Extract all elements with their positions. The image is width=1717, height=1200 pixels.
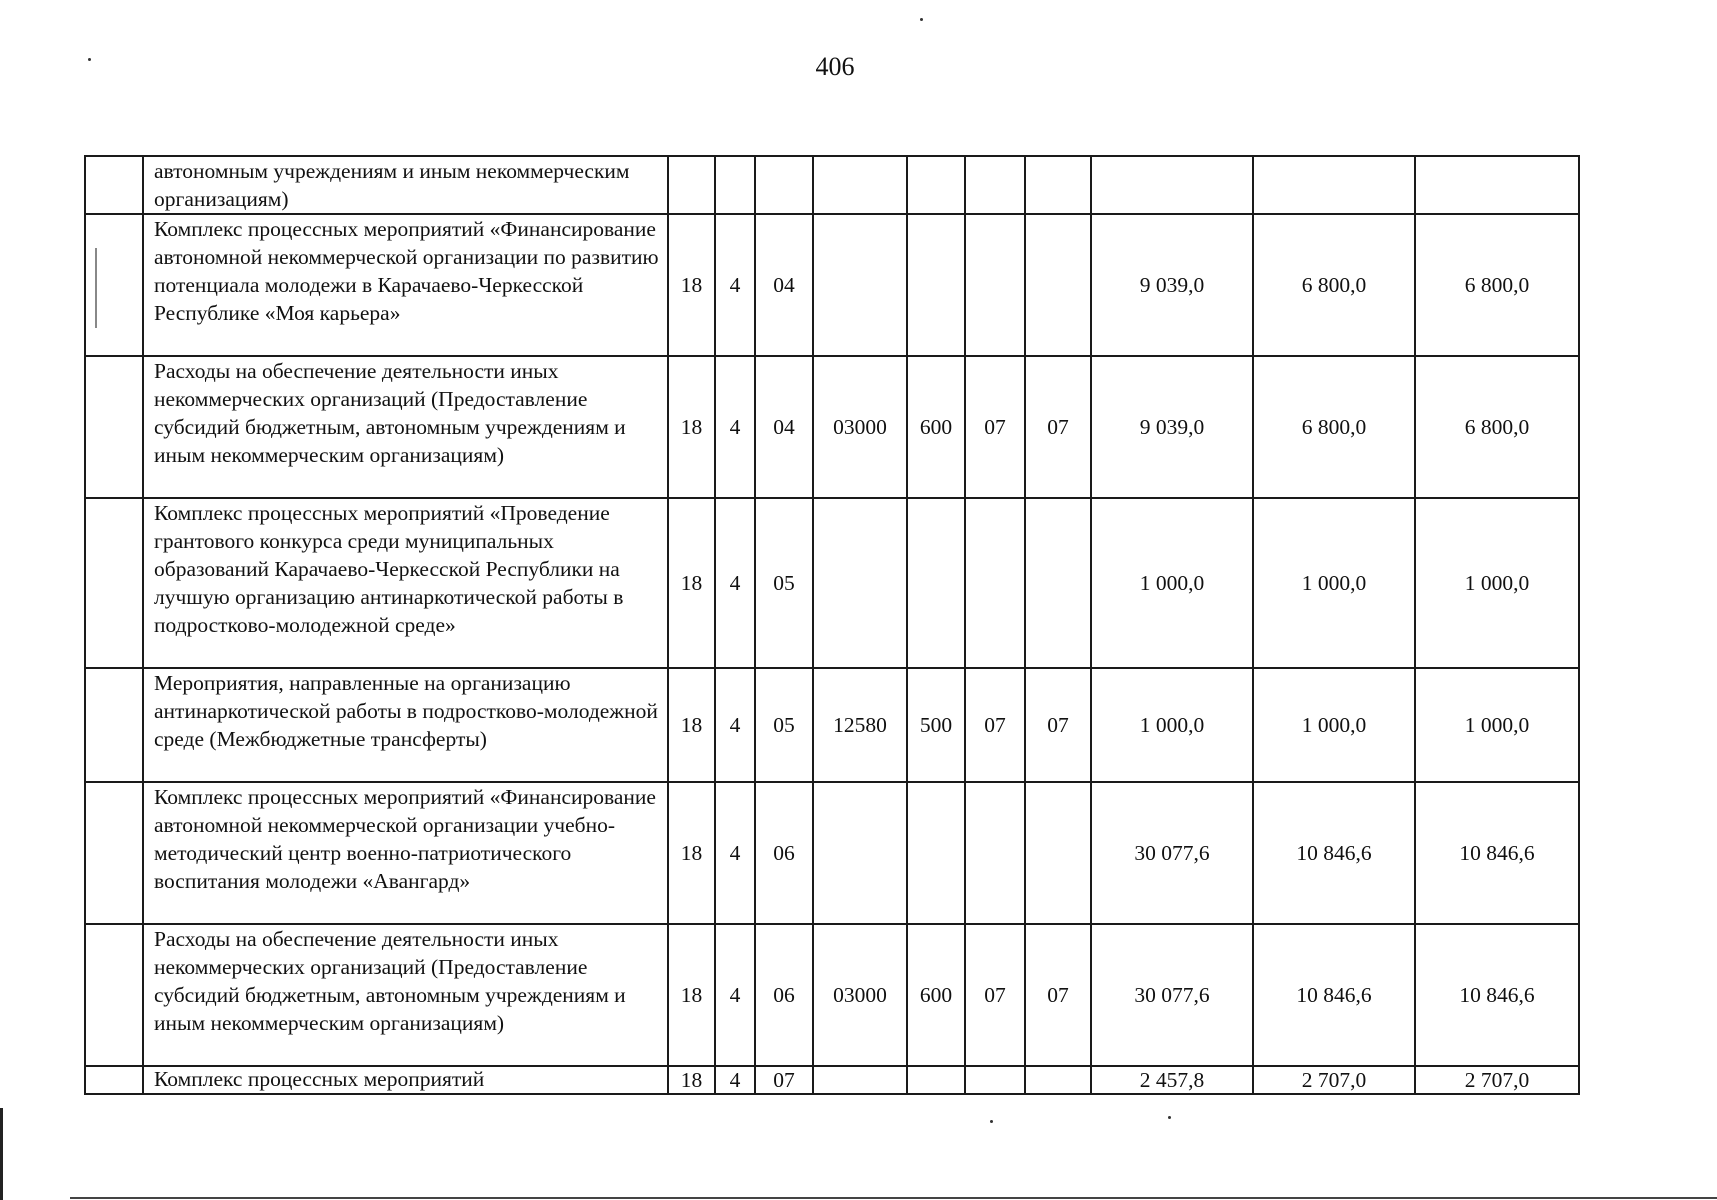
amount-cell: 2 707,0 [1415,1066,1579,1094]
code-cell: 06 [755,924,813,1066]
table-row [85,156,1579,214]
code-cell [965,156,1025,214]
code-cell: 4 [715,782,755,924]
amount-cell: 10 846,6 [1415,782,1579,924]
code-cell [907,782,965,924]
scan-edge [0,1108,3,1200]
scan-artifact [920,18,923,21]
code-cell [1025,498,1091,668]
scan-bottom-line [70,1197,1717,1199]
code-cell: 04 [755,356,813,498]
item-name: Комплекс процессных мероприятий «Проведение грантового конкурса среди муниципальных образований Карачаево-Черкесской Республики на лучшую организацию антинаркотической работы в подростково-молодежной среде» [143,498,668,668]
table-row [85,924,1579,1066]
code-cell [813,1066,907,1094]
code-cell: 18 [668,782,715,924]
amount-cell: 6 800,0 [1253,214,1415,356]
code-cell: 500 [907,668,965,782]
code-cell: 4 [715,356,755,498]
code-cell: 18 [668,1066,715,1094]
code-cell [755,156,813,214]
amount-cell: 9 039,0 [1091,356,1253,498]
code-cell: 07 [1025,924,1091,1066]
table-row [85,356,1579,498]
amount-cell [1091,156,1253,214]
code-cell [965,498,1025,668]
amount-cell: 10 846,6 [1253,924,1415,1066]
code-cell: 18 [668,356,715,498]
code-cell: 03000 [813,924,907,1066]
row-number-cell [85,924,143,1066]
amount-cell: 2 457,8 [1091,1066,1253,1094]
amount-cell: 1 000,0 [1253,668,1415,782]
table-row [85,498,1579,668]
code-cell: 18 [668,214,715,356]
item-name: Комплекс процессных мероприятий «Финансирование автономной некоммерческой организации по развитию потенциала молодежи в Карачаево-Черкесской Республике «Моя карьера» [143,214,668,356]
row-number-cell [85,214,143,356]
row-number-cell [85,156,143,214]
code-cell: 07 [965,356,1025,498]
item-name: автономным учреждениям и иным некоммерческим организациям) [143,156,668,214]
code-cell [907,214,965,356]
code-cell [907,156,965,214]
amount-cell [1415,156,1579,214]
scan-artifact [1168,1116,1171,1119]
code-cell [813,156,907,214]
amount-cell: 10 846,6 [1253,782,1415,924]
row-number-cell [85,668,143,782]
table-row [85,668,1579,782]
table-row [85,1066,1579,1094]
code-cell: 07 [1025,668,1091,782]
amount-cell: 1 000,0 [1415,498,1579,668]
item-name: Комплекс процессных мероприятий «Финансирование автономной некоммерческой организации учебно-методический центр военно-патриотического воспитания молодежи «Авангард» [143,782,668,924]
scan-artifact [88,58,91,61]
code-cell: 07 [755,1066,813,1094]
code-cell: 4 [715,668,755,782]
item-name: Комплекс процессных мероприятий [143,1066,668,1094]
code-cell: 18 [668,498,715,668]
row-number-cell [85,1066,143,1094]
code-cell: 07 [965,668,1025,782]
code-cell [1025,156,1091,214]
table-row [85,214,1579,356]
code-cell [907,1066,965,1094]
code-cell [668,156,715,214]
amount-cell: 6 800,0 [1415,214,1579,356]
amount-cell: 6 800,0 [1415,356,1579,498]
amount-cell: 30 077,6 [1091,782,1253,924]
amount-cell: 1 000,0 [1415,668,1579,782]
row-number-cell [85,498,143,668]
item-name: Мероприятия, направленные на организацию антинаркотической работы в подростково-молодежной среде (Межбюджетные трансферты) [143,668,668,782]
code-cell: 4 [715,924,755,1066]
item-name: Расходы на обеспечение деятельности иных некоммерческих организаций (Предоставление субсидий бюджетным, автономным учреждениям и иным некоммерческим организациям) [143,924,668,1066]
code-cell: 18 [668,924,715,1066]
code-cell: 07 [965,924,1025,1066]
code-cell [965,1066,1025,1094]
code-cell: 4 [715,498,755,668]
code-cell: 12580 [813,668,907,782]
scan-artifact [95,248,97,328]
amount-cell: 1 000,0 [1091,668,1253,782]
amount-cell [1253,156,1415,214]
budget-table [84,155,1580,1095]
code-cell [813,782,907,924]
code-cell: 18 [668,668,715,782]
code-cell: 04 [755,214,813,356]
amount-cell: 1 000,0 [1253,498,1415,668]
amount-cell: 6 800,0 [1253,356,1415,498]
code-cell: 4 [715,214,755,356]
table-row [85,782,1579,924]
code-cell [813,214,907,356]
amount-cell: 9 039,0 [1091,214,1253,356]
code-cell [907,498,965,668]
code-cell: 4 [715,1066,755,1094]
code-cell [1025,1066,1091,1094]
code-cell: 03000 [813,356,907,498]
code-cell: 05 [755,498,813,668]
row-number-cell [85,356,143,498]
code-cell: 07 [1025,356,1091,498]
amount-cell: 1 000,0 [1091,498,1253,668]
page-number: 406 [815,52,855,81]
item-name: Расходы на обеспечение деятельности иных некоммерческих организаций (Предоставление субсидий бюджетным, автономным учреждениям и иным некоммерческим организациям) [143,356,668,498]
code-cell: 05 [755,668,813,782]
code-cell [965,782,1025,924]
amount-cell: 30 077,6 [1091,924,1253,1066]
row-number-cell [85,782,143,924]
code-cell [715,156,755,214]
code-cell [965,214,1025,356]
amount-cell: 10 846,6 [1415,924,1579,1066]
scan-artifact [990,1120,993,1123]
code-cell [1025,214,1091,356]
code-cell: 600 [907,924,965,1066]
code-cell [1025,782,1091,924]
code-cell: 06 [755,782,813,924]
code-cell [813,498,907,668]
amount-cell: 2 707,0 [1253,1066,1415,1094]
code-cell: 600 [907,356,965,498]
